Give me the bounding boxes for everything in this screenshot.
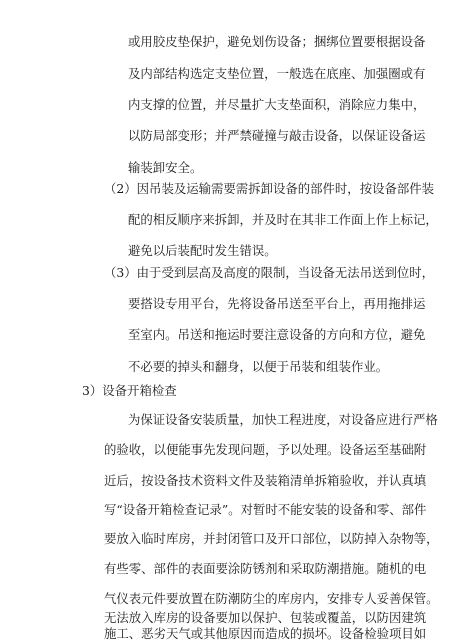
text-line: 要搭设专用平台，先将设备吊送至平台上，再用拖排运 (128, 296, 426, 311)
text-line: 或用胶皮垫保护，避免划伤设备；捆绑位置要根据设备 (128, 34, 426, 49)
text-line: 写“设备开箱检查记录”。对暂时不能安装的设备和零、部件 (104, 502, 427, 517)
text-line: 输装卸安全。 (128, 160, 203, 175)
text-line: 以防局部变形；并严禁碰撞与敲击设备，以保证设备运 (128, 128, 426, 143)
text-line: （2）因吊装及运输需要需拆卸设备的部件时，按设备部件装 (104, 181, 435, 196)
text-line: 近后，按设备技术资料文件及装箱清单拆箱验收，并认真填 (104, 473, 427, 488)
text-line: 气仪表元件要放置在防潮防尘的库房内，安排专人妥善保管。 (104, 591, 439, 606)
text-line: 至室内。吊送和拖运时要注意设备的方向和方位，避免 (128, 327, 426, 342)
text-line: 要放入临时库房，并封闭管口及开口部位，以防掉入杂物等， (104, 531, 439, 546)
text-line: 有些零、部件的表面要涂防锈剂和采取防潮措施。随机的电 (104, 561, 427, 576)
text-line: 不必要的掉头和翻身，以便于吊装和组装作业。 (128, 359, 389, 374)
text-line: 为保证设备安装质量，加快工程进度，对设备应进行严格 (128, 412, 438, 427)
section-heading: 3）设备开箱检查 (82, 383, 177, 398)
text-line: 配的相反顺序来拆卸，并及时在其非工作面上作上标记， (128, 212, 438, 227)
text-line: 的验收，以便能事先发现问题，予以处理。设备运至基础附 (104, 442, 427, 457)
text-line: 施工、恶劣天气或其他原因而造成的损坏。设备检验项目如 (104, 626, 427, 641)
text-line: 无法放入库房的设备要加以保护、包装或覆盖，以防因建筑 (104, 610, 427, 625)
text-line: 避免以后装配时发生错误。 (128, 243, 277, 258)
text-line: （3）由于受到层高及高度的限制，当设备无法吊送到位时， (104, 265, 435, 280)
text-line: 内支撑的位置，并尽量扩大支垫面积，消除应力集中， (128, 97, 426, 112)
text-line: 及内部结构选定支垫位置，一般选在底座、加强圈或有 (128, 66, 426, 81)
